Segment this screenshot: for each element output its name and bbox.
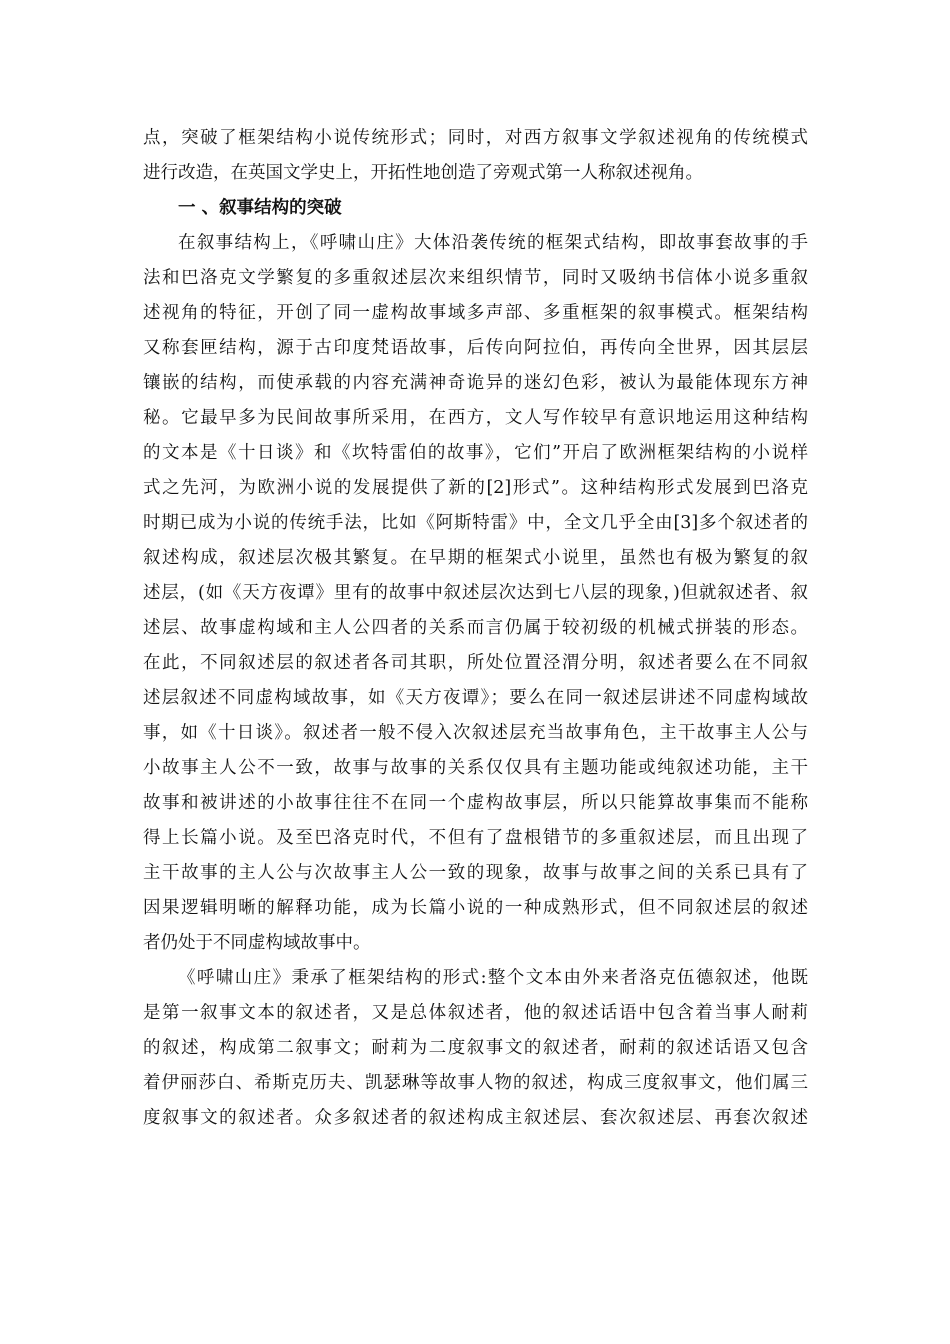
text-line: 进行改造，在英国文学史上，开拓性地创造了旁观式第一人称叙述视角。 (143, 163, 703, 183)
text-line: 镶嵌的结构，而使承载的内容充满神奇诡异的迷幻色彩，被认为最能体现东方神 (143, 373, 808, 393)
text-line: 者仍处于不同虚构域故事中。 (143, 933, 371, 953)
paragraph-2 (143, 961, 808, 1136)
section-heading: 一 、叙事结构的突破 (178, 198, 342, 218)
text-line: 的叙述，构成第二叙事文；耐莉为二度叙事文的叙述者，耐莉的叙述话语又包含 (143, 1038, 808, 1058)
paragraph-1 (143, 226, 808, 961)
text-line: 《呼啸山庄》秉承了框架结构的形式:整个文本由外来者洛克伍德叙述，他既 (178, 968, 808, 988)
text-line: 式之先河，为欧洲小说的发展提供了新的[2]形式”。这种结构形式发展到巴洛克 (143, 478, 808, 498)
text-line: 得上长篇小说。及至巴洛克时代，不但有了盘根错节的多重叙述层，而且出现了 (143, 828, 808, 848)
text-line: 时期已成为小说的传统手法，比如《阿斯特雷》中，全文几乎全由[3]多个叙述者的 (143, 513, 808, 533)
text-line: 法和巴洛克文学繁复的多重叙述层次来组织情节，同时又吸纳书信体小说多重叙 (143, 268, 808, 288)
text-line: 是第一叙事文本的叙述者，又是总体叙述者，他的叙述话语中包含着当事人耐莉 (143, 1003, 808, 1023)
text-line: 叙述构成，叙述层次极其繁复。在早期的框架式小说里，虽然也有极为繁复的叙 (143, 548, 808, 568)
text-line: 述视角的特征，开创了同一虚构故事域多声部、多重框架的叙事模式。框架结构 (143, 303, 808, 323)
intro-paragraph (143, 121, 808, 191)
text-line: 在此，不同叙述层的叙述者各司其职，所处位置泾渭分明，叙述者要么在不同叙 (143, 653, 808, 673)
text-line: 秘。它最早多为民间故事所采用，在西方，文人写作较早有意识地运用这种结构 (143, 408, 808, 428)
text-line: 述层、故事虚构域和主人公四者的关系而言仍属于较初级的机械式拼装的形态。 (143, 618, 808, 638)
text-line: 事，如《十日谈》。叙述者一般不侵入次叙述层充当故事角色，主干故事主人公与 (143, 723, 808, 743)
text-line: 因果逻辑明晰的解释功能，成为长篇小说的一种成熟形式，但不同叙述层的叙述 (143, 898, 808, 918)
document-page (143, 121, 808, 1136)
text-line: 又称套匣结构，源于古印度梵语故事，后传向阿拉伯，再传向全世界，因其层层 (143, 338, 808, 358)
text-line: 点，突破了框架结构小说传统形式；同时，对西方叙事文学叙述视角的传统模式 (143, 128, 808, 148)
text-line: 主干故事的主人公与次故事主人公一致的现象，故事与故事之间的关系已具有了 (143, 863, 808, 883)
text-line: 度叙事文的叙述者。众多叙述者的叙述构成主叙述层、套次叙述层、再套次叙述 (143, 1108, 808, 1128)
text-line: 述层叙述不同虚构域故事，如《天方夜谭》；要么在同一叙述层讲述不同虚构域故 (143, 688, 808, 708)
text-line: 着伊丽莎白、希斯克历夫、凯瑟琳等故事人物的叙述，构成三度叙事文，他们属三 (143, 1073, 808, 1093)
text-line: 的文本是《十日谈》和《坎特雷伯的故事》，它们”开启了欧洲框架结构的小说样 (143, 443, 808, 463)
text-line: 述层，(如《天方夜谭》里有的故事中叙述层次达到七八层的现象，)但就叙述者、叙 (143, 583, 808, 603)
text-line: 故事和被讲述的小故事往往不在同一个虚构故事层，所以只能算故事集而不能称 (143, 793, 808, 813)
text-line: 在叙事结构上，《呼啸山庄》大体沿袭传统的框架式结构，即故事套故事的手 (178, 233, 808, 253)
text-line: 小故事主人公不一致，故事与故事的关系仅仅具有主题功能或纯叙述功能，主干 (143, 758, 808, 778)
